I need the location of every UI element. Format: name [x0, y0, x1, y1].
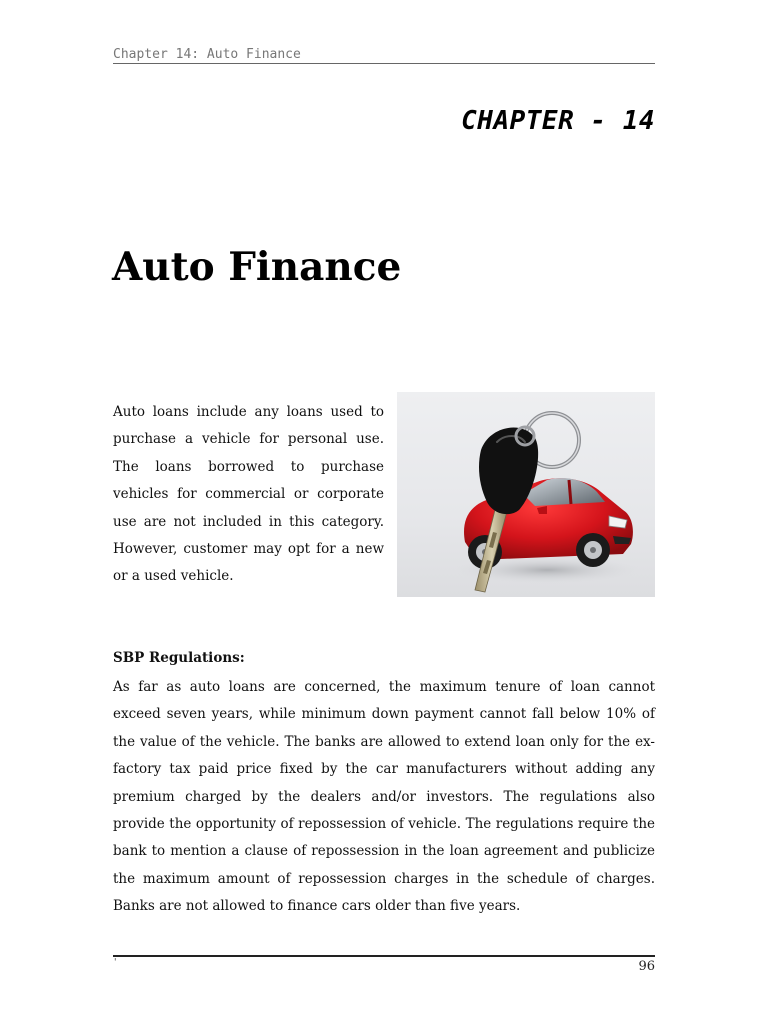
- chapter-title: Auto Finance: [112, 244, 402, 290]
- intro-paragraph: Auto loans include any loans used to purchase a vehicle for personal use. The loans borrowed to purchase vehicles for commercial or corporate use are not included in this category. However, customer may opt for a new or a used vehicle.: [113, 404, 384, 585]
- car-key-image: [397, 392, 655, 597]
- section-heading: SBP Regulations:: [113, 650, 245, 666]
- chapter-label: CHAPTER - 14: [461, 106, 655, 136]
- car-with-key-illustration: [397, 392, 655, 597]
- footer-rule: [113, 955, 655, 957]
- footer-mark: ': [114, 958, 117, 968]
- page-number: 96: [638, 959, 655, 974]
- section-body: As far as auto loans are concerned, the maximum tenure of loan cannot exceed seven years, while minimum down payment cannot fall below 10% of the value of the vehicle. The banks are allowed to extend loan only for the ex-factory tax paid price fixed by the car manufacturers without adding any premium charged by the dealers and/or investors. The regulations also provide the opportunity of repossession of vehicle. The regulations require the bank to mention a clause of repossession in the loan agreement and publicize the maximum amount of repossession charges in the schedule of charges. Banks are not allowed to finance cars older than five years.: [113, 679, 655, 915]
- running-header: Chapter 14: Auto Finance: [113, 46, 655, 64]
